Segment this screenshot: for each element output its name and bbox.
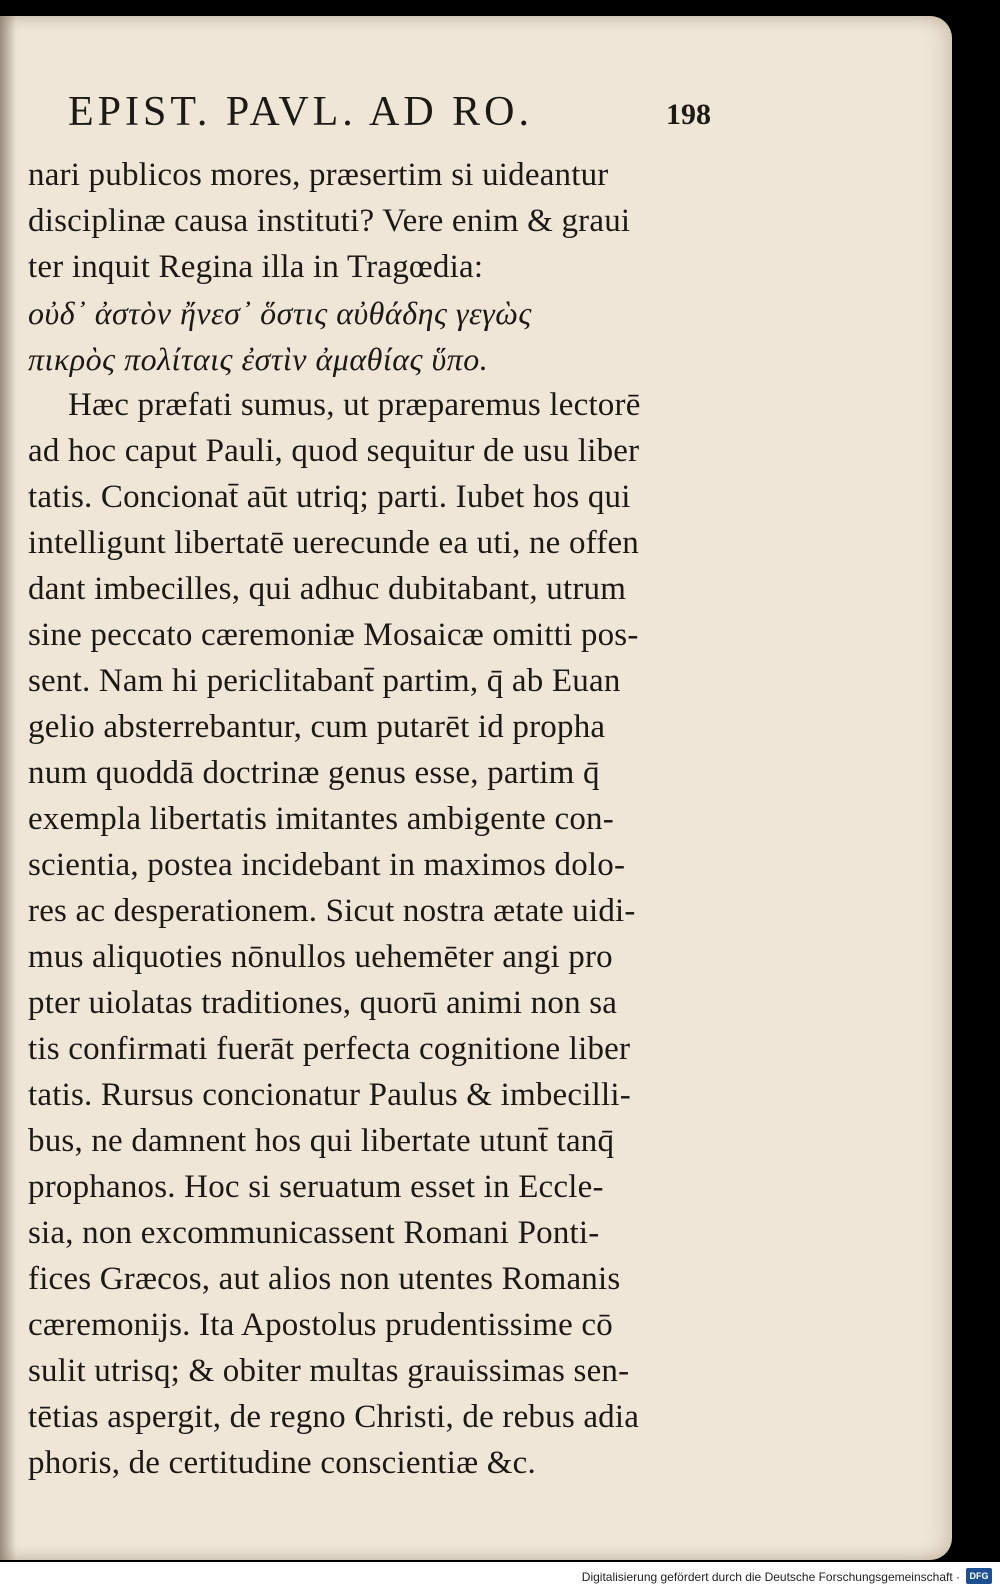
text-line: tis confirmati fuerāt perfecta cognitione liber: [28, 1031, 631, 1067]
book-page: [0, 16, 952, 1560]
greek-verse-line: οὐδ᾽ ἀστὸν ἤνεσ᾽ ὅστις αὐθάδης γεγὼς: [28, 295, 532, 331]
text-line: scientia, postea incidebant in maximos dolo-: [28, 847, 626, 883]
text-line: sulit utrisq; & obiter multas grauissimas sen-: [28, 1353, 630, 1389]
text-line: disciplinæ causa instituti? Vere enim & graui: [28, 203, 631, 239]
paragraph-start-line: Hæc præfati sumus, ut præparemus lectorē: [68, 387, 641, 423]
text-line: dant imbecilles, qui adhuc dubitabant, utrum: [28, 571, 627, 607]
text-line: fices Græcos, aut alios non utentes Romanis: [28, 1261, 621, 1297]
text-line: prophanos. Hoc si seruatum esset in Eccle-: [28, 1169, 604, 1205]
text-line: tatis. Concionat̄ aūt utriq; parti. Iubet hos qui: [28, 479, 631, 515]
body-text: [28, 152, 768, 1486]
text-line: sia, non excommunicassent Romani Ponti-: [28, 1215, 600, 1251]
text-line: bus, ne damnent hos qui libertate utunt̄ tanq̄: [28, 1123, 615, 1159]
text-line: ter inquit Regina illa in Tragœdia:: [28, 249, 484, 285]
text-line: ad hoc caput Pauli, quod sequitur de usu liber: [28, 433, 640, 469]
footer-bar: [0, 1562, 1000, 1594]
text-line: phoris, de certitudine conscientiæ &c.: [28, 1445, 536, 1481]
text-line: sent. Nam hi periclitabant̄ partim, q̄ ab Euan: [28, 663, 621, 699]
running-head: EPIST. PAVL. AD RO.: [68, 89, 533, 135]
text-line: pter uiolatas traditiones, quorū animi non sa: [28, 985, 618, 1021]
text-line: num quoddā doctrinæ genus esse, partim q̄: [28, 755, 600, 791]
text-line: tētias aspergit, de regno Christi, de rebus adia: [28, 1399, 640, 1435]
text-line: res ac desperationem. Sicut nostra ætate uidi-: [28, 893, 636, 929]
dfg-logo: DFG: [966, 1568, 992, 1584]
text-line: nari publicos mores, præsertim si uideantur: [28, 157, 609, 193]
page-number: 198: [666, 98, 711, 131]
text-line: cæremonijs. Ita Apostolus prudentissime cō: [28, 1307, 613, 1343]
text-line: intelligunt libertatē uerecunde ea uti, ne offen: [28, 525, 639, 561]
text-line: exempla libertatis imitantes ambigente con-: [28, 801, 614, 837]
funding-credit: Digitalisierung gefördert durch die Deutsche Forschungsgemeinschaft ·: [581, 1570, 960, 1584]
spine-shadow: [0, 16, 16, 1560]
text-line: tatis. Rursus concionatur Paulus & imbecilli-: [28, 1077, 631, 1113]
text-line: gelio absterrebantur, cum putarēt id propha: [28, 709, 606, 745]
text-line: sine peccato cæremoniæ Mosaicæ omitti pos-: [28, 617, 639, 653]
greek-verse-line: πικρὸς πολίταις ἐστὶν ἀμαθίας ὕπο.: [28, 341, 489, 377]
text-line: mus aliquoties nōnullos uehemēter angi pro: [28, 939, 613, 975]
